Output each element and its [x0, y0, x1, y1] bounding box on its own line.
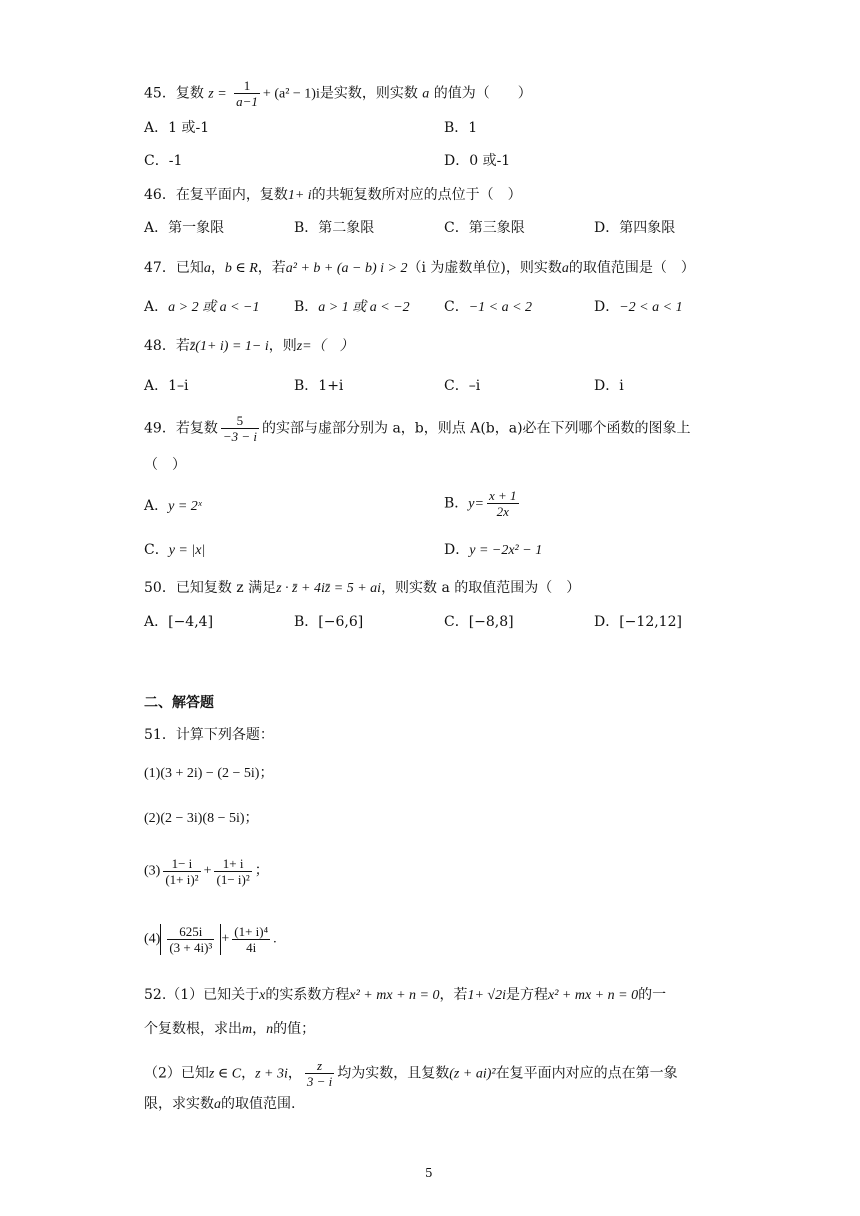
- page-number: 5: [425, 1166, 433, 1180]
- q46-option-d: D．第四象限: [594, 220, 676, 236]
- q50-option-a: A．[−4,4]: [144, 614, 214, 630]
- section-heading: 二、解答题: [144, 695, 214, 711]
- q45-option-c: C．-1: [144, 153, 183, 169]
- q49-option-d: D．y = −2x² − 1: [444, 542, 543, 558]
- q49-option-a: A．y = 2ˣ: [144, 498, 202, 514]
- question-46: 46．在复平面内，复数1+ i的共轭复数所对应的点位于（ ）: [144, 187, 522, 203]
- q47-option-c: C．−1 < a < 2: [444, 299, 533, 315]
- question-47: 47．已知a，b ∈ R，若a² + b + (a − b) i > 2（i 为虚数单位)，则实数a的取值范围是（ ）: [144, 260, 695, 276]
- question-52-line1: 52.（1）已知关于x的实系数方程x² + mx + n = 0，若1+ √2i是方程x² + mx + n = 0的一: [144, 987, 667, 1003]
- question-50: 50．已知复数 z 满足z · z̄ + 4iz̄ = 5 + ai，则实数 a 的取值范围为（ ）: [144, 580, 581, 596]
- q48-option-c: C．–i: [444, 378, 481, 394]
- q45-option-a: A．1 或-1: [144, 120, 210, 136]
- q46-option-a: A．第一象限: [144, 220, 225, 236]
- q45-option-d: D．0 或-1: [444, 153, 511, 169]
- q50-option-d: D．[−12,12]: [594, 614, 682, 630]
- q48-option-b: B．1+i: [294, 378, 344, 394]
- q51-part-1: (1)(3 + 2i) − (2 − 5i)；: [144, 766, 274, 781]
- q50-option-b: B．[−6,6]: [294, 614, 364, 630]
- q49-fraction: $\frac{5}{-3 - i}$: [222, 413, 257, 444]
- question-52-line3: （2）已知z ∈ C，z + 3i， $\frac{z}{3 - i}$ 均为实数，且复数(z + ai)²在复平面内对应的点在第一象: [144, 1058, 678, 1089]
- q49-option-c: C．y = |x|: [144, 542, 206, 558]
- q45-fraction: $\frac{1}{a-1}$: [236, 78, 258, 109]
- q45-number: 45．: [144, 85, 176, 102]
- q46-option-b: B．第二象限: [294, 220, 375, 236]
- q49-option-b: B．y= $\frac{x + 1}{2x}$: [444, 488, 517, 519]
- q51-part-4: (4) $\frac{625i}{\text{(3 + 4i)³}}$ + $\frac{\text{(1+ i)⁴}}{4i}$ .: [144, 924, 277, 955]
- q51-part-3: (3) $\frac{1- i}{\text{(1+ i)²}}$ + $\frac{1+ i}{\text{(1− i)²}}$ ；: [144, 856, 269, 887]
- q45-option-b: B．1: [444, 120, 478, 136]
- question-48: 48．若z̄(1+ i) = 1− i，则z=（ ）: [144, 338, 354, 354]
- q49-line2: （ ）: [144, 457, 186, 473]
- q46-option-c: C．第三象限: [444, 220, 525, 236]
- q47-option-b: B．a > 1 或 a < −2: [294, 299, 410, 315]
- question-49: 49．若复数 $\frac{5}{-3 - i}$ 的实部与虚部分别为 a，b，则点 A(b，a)必在下列哪个函数的图象上: [144, 413, 691, 444]
- q50-option-c: C．[−8,8]: [444, 614, 514, 630]
- q47-option-d: D．−2 < a < 1: [594, 299, 683, 315]
- q48-option-a: A．1–i: [144, 378, 189, 394]
- q51-part-2: (2)(2 − 3i)(8 − 5i)；: [144, 811, 259, 826]
- q48-option-d: D．i: [594, 378, 624, 394]
- question-51: 51．计算下列各题：: [144, 727, 274, 743]
- question-52-line4: 限，求实数a的取值范围.: [144, 1096, 296, 1112]
- q47-option-a: A．a > 2 或 a < −1: [144, 299, 260, 315]
- question-52-line2: 个复数根，求出m，n的值；: [144, 1021, 316, 1037]
- question-45: 45．复数 z = $\frac{1}{a-1}$ + (a² − 1)i是实数，则实数 a 的值为（ ）: [144, 78, 532, 109]
